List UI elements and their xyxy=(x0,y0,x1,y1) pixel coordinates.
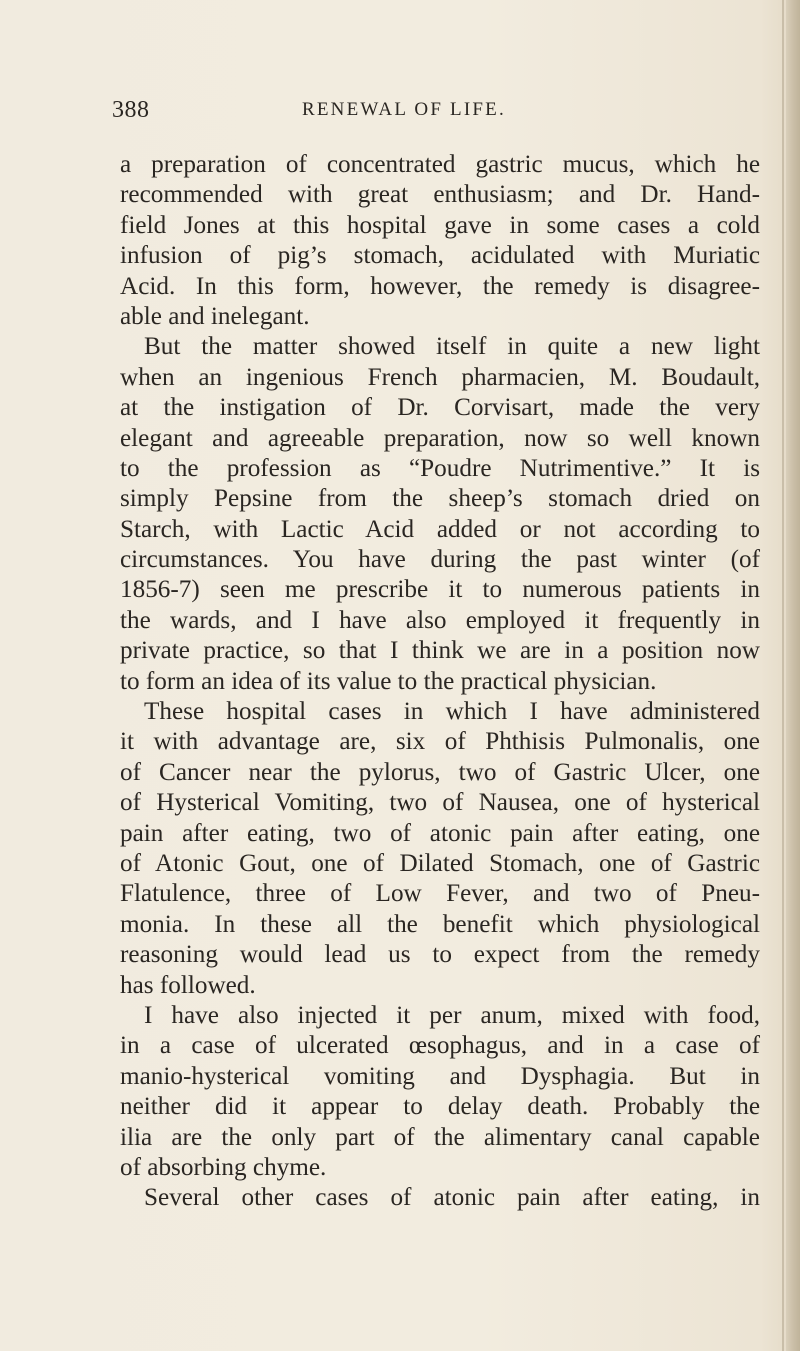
text-line: neither did it appear to delay death. Probably the xyxy=(120,1093,760,1121)
text-line: But the matter showed itself in quite a new light xyxy=(144,333,760,361)
text-line: monia. In these all the benefit which physiological xyxy=(120,910,760,938)
text-line: a preparation of concentrated gastric mucus, which he xyxy=(120,151,760,178)
text-line: in a case of ulcerated œsophagus, and in a case of xyxy=(120,1032,760,1060)
text-line: of Atonic Gout, one of Dilated Stomach, one of Gastric xyxy=(120,849,760,877)
text-line: manio-hysterical vomiting and Dysphagia. But in xyxy=(120,1062,760,1090)
text-line: to form an idea of its value to the practical physician. xyxy=(120,667,657,695)
text-line: recommended with great enthusiasm; and Dr. Hand- xyxy=(120,181,760,209)
text-line: of Cancer near the pylorus, two of Gastric Ulcer, one xyxy=(120,758,760,786)
text-line: field Jones at this hospital gave in some cases a cold xyxy=(120,211,760,239)
text-line: to the profession as “Poudre Nutrimentive.” It is xyxy=(120,454,760,482)
text-line: circumstances. You have during the past winter (of xyxy=(120,546,760,574)
text-line: ilia are the only part of the alimentary canal capable xyxy=(120,1123,760,1151)
text-line: reasoning would lead us to expect from the remedy xyxy=(120,941,760,969)
text-line: able and inelegant. xyxy=(120,302,310,330)
page-edge xyxy=(786,0,800,1351)
text-line: of Hysterical Vomiting, two of Nausea, one of hysterical xyxy=(120,789,760,817)
text-line: I have also injected it per anum, mixed with food, xyxy=(144,1001,760,1029)
text-line: when an ingenious French pharmacien, M. Boudault, xyxy=(120,363,760,391)
running-head: RENEWAL OF LIFE. xyxy=(302,99,506,120)
text-line: simply Pepsine from the sheep’s stomach dried on xyxy=(120,485,760,513)
text-line: 1856-7) seen me prescribe it to numerous patients in xyxy=(120,576,760,604)
text-line: Flatulence, three of Low Fever, and two of Pneu- xyxy=(120,880,760,908)
page-number: 388 xyxy=(112,97,150,123)
text-line: has followed. xyxy=(120,971,256,999)
text-line: pain after eating, two of atonic pain after eating, one xyxy=(120,819,760,847)
text-line: private practice, so that I think we are in a position now xyxy=(120,637,760,665)
text-line: elegant and agreeable preparation, now so well known xyxy=(120,424,760,452)
text-line: it with advantage are, six of Phthisis Pulmonalis, one xyxy=(120,728,760,756)
text-line: infusion of pig’s stomach, acidulated with Muriatic xyxy=(120,242,760,270)
text-line: These hospital cases in which I have administered xyxy=(144,698,760,726)
text-line: of absorbing chyme. xyxy=(120,1153,327,1181)
page-edge-line xyxy=(782,0,784,1351)
text-line: Acid. In this form, however, the remedy is disagree- xyxy=(120,272,760,300)
text-line: the wards, and I have also employed it frequently in xyxy=(120,606,760,634)
text-line: Starch, with Lactic Acid added or not according to xyxy=(120,515,760,543)
page-header xyxy=(112,97,768,131)
text-line: at the instigation of Dr. Corvisart, made the very xyxy=(120,394,760,422)
text-line: Several other cases of atonic pain after eating, in xyxy=(144,1184,760,1212)
body-text xyxy=(120,150,760,1214)
